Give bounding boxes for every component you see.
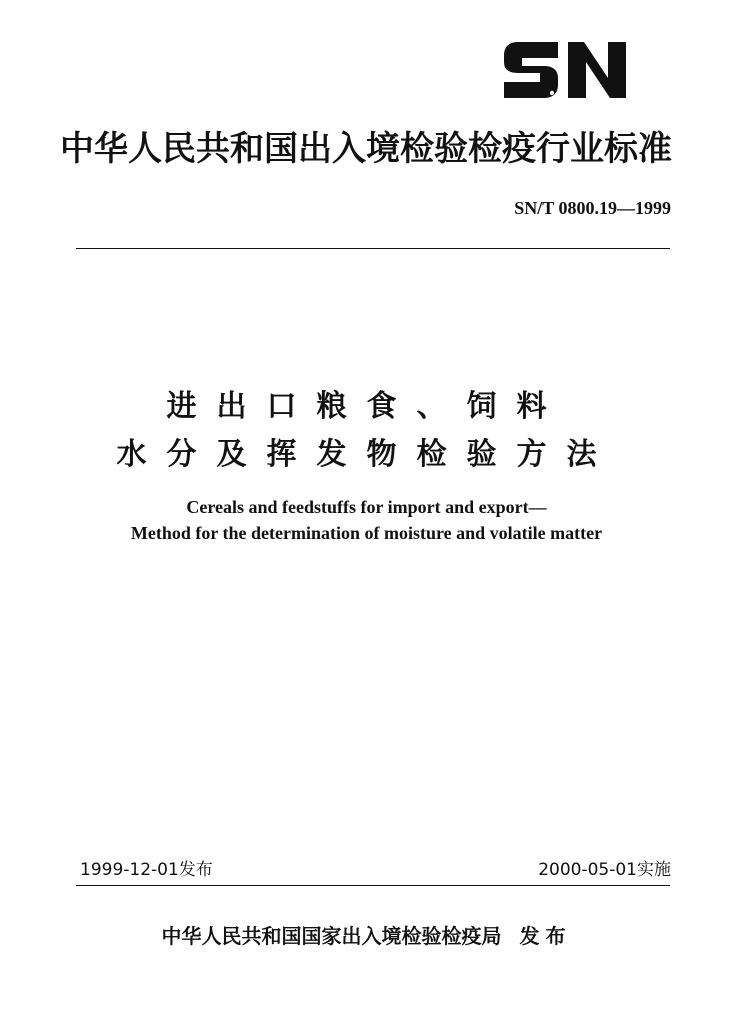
publisher-verb: 发布 bbox=[519, 924, 572, 948]
implementation-date: 2000-05-01实施 bbox=[538, 860, 671, 880]
bottom-divider bbox=[76, 885, 670, 886]
chinese-title-line-2: 水分及挥发物检验方法 bbox=[116, 437, 617, 472]
english-title-line-1: Cereals and feedstuffs for import and export— bbox=[186, 497, 547, 517]
english-title-line-2: Method for the determination of moisture and volatile matter bbox=[130, 523, 603, 543]
publisher-line bbox=[0, 926, 733, 946]
sn-logo bbox=[500, 38, 630, 102]
issue-date: 1999-12-01发布 bbox=[80, 860, 213, 880]
publisher-name: 中华人民共和国国家出入境检验检疫局 bbox=[161, 924, 502, 948]
standard-code: SN/T 0800.19—1999 bbox=[514, 198, 671, 218]
top-divider bbox=[76, 248, 670, 249]
sn-logo-mark bbox=[500, 38, 630, 102]
standard-category-title: 中华人民共和国出入境检验检疫行业标准 bbox=[60, 129, 672, 169]
chinese-title-line-1: 进出口粮食、饲料 bbox=[166, 389, 567, 424]
